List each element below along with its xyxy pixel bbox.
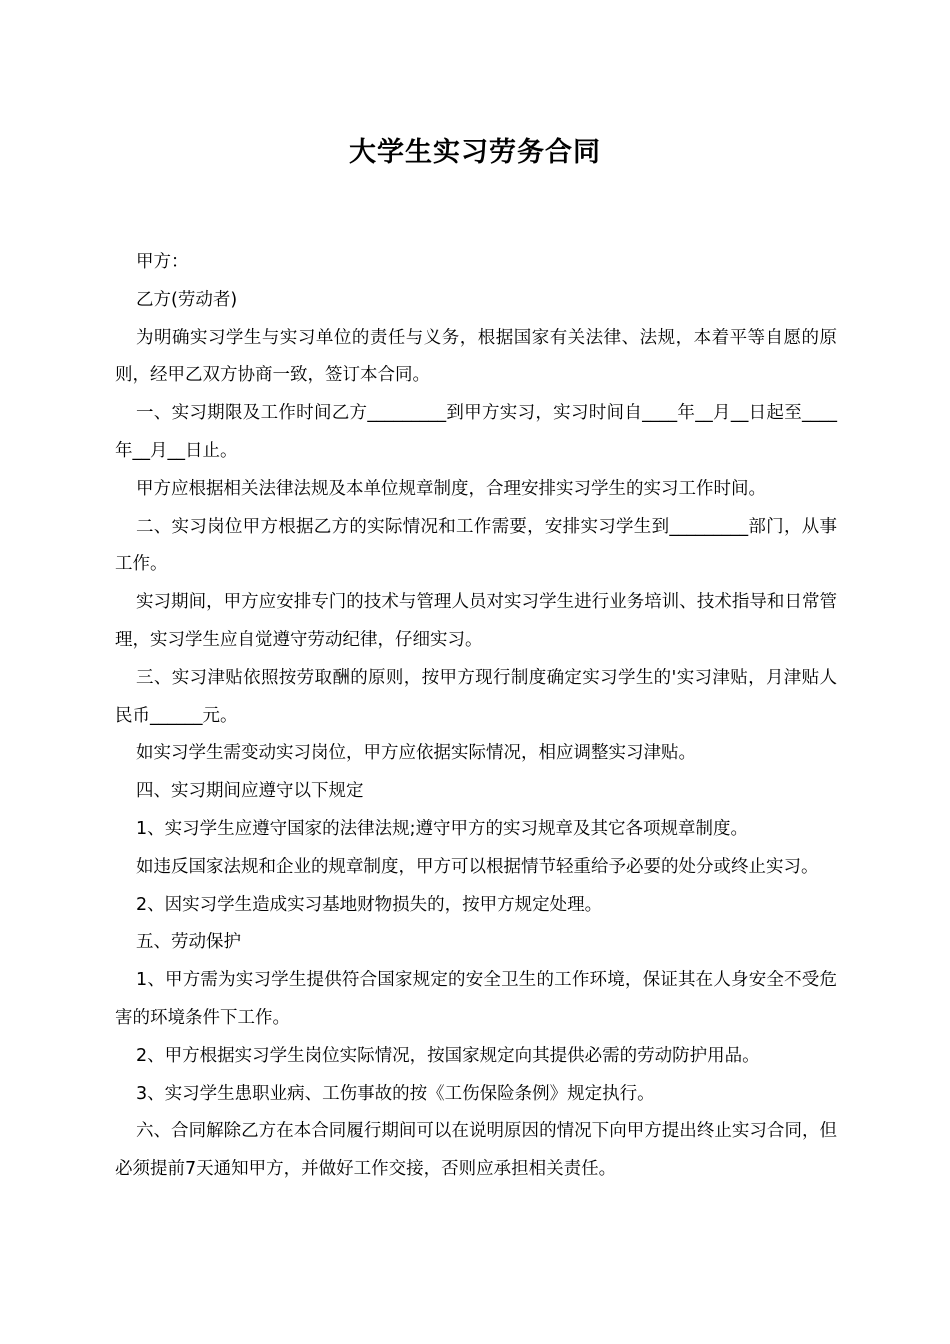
clause-4-item-2: 2、因实习学生造成实习基地财物损失的，按甲方规定处理。	[136, 894, 603, 915]
clause-1-working-time: 甲方应根据相关法律法规及本单位规章制度，合理安排实习学生的实习工作时间。	[136, 478, 766, 499]
clause-5-item-1: 1、甲方需为实习学生提供符合国家规定的安全卫生的工作环境，保证其在人身安全不受危害的环境条件下工作。	[115, 970, 837, 1028]
clause-1-period: 一、实习期限及工作时间乙方_________到甲方实习，实习时间自____年__月__日起至____年__月__日止。	[115, 403, 837, 461]
document-body	[115, 244, 837, 1189]
party-a-line: 甲方：	[136, 252, 189, 272]
clause-3-adjustment: 如实习学生需变动实习岗位，甲方应依据实际情况，相应调整实习津贴。	[136, 743, 696, 764]
clause-5-item-3: 3、实习学生患职业病、工伤事故的按《工伤保险条例》规定执行。	[136, 1083, 655, 1104]
clause-3-allowance: 三、实习津贴依照按劳取酬的原则，按甲方现行制度确定实习学生的'实习津贴，月津贴人民币______元。	[115, 667, 837, 726]
clause-4-item-1: 1、实习学生应遵守国家的法律法规;遵守甲方的实习规章及其它各项规章制度。	[136, 818, 749, 839]
document-title: 大学生实习劳务合同	[349, 137, 601, 168]
clause-2-training: 实习期间，甲方应安排专门的技术与管理人员对实习学生进行业务培训、技术指导和日常管理，实习学生应自觉遵守劳动纪律，仔细实习。	[115, 592, 837, 650]
clause-2-position: 二、实习岗位甲方根据乙方的实际情况和工作需要，安排实习学生到_________部门，从事工作。	[115, 516, 837, 575]
clause-4-violation: 如违反国家法规和企业的规章制度，甲方可以根据情节轻重给予必要的处分或终止实习。	[136, 856, 819, 877]
clause-4-heading: 四、实习期间应遵守以下规定	[136, 781, 364, 802]
clause-5-item-2: 2、甲方根据实习学生岗位实际情况，按国家规定向其提供必需的劳动防护用品。	[136, 1045, 760, 1066]
party-b-line: 乙方(劳动者)	[136, 289, 238, 310]
clause-5-heading: 五、劳动保护	[136, 932, 241, 953]
preamble-paragraph: 为明确实习学生与实习单位的责任与义务，根据国家有关法律、法规，本着平等自愿的原则，经甲乙双方协商一致，签订本合同。	[115, 327, 837, 386]
clause-6-termination: 六、合同解除乙方在本合同履行期间可以在说明原因的情况下向甲方提出终止实习合同，但必须提前7天通知甲方，并做好工作交接，否则应承担相关责任。	[115, 1121, 837, 1180]
